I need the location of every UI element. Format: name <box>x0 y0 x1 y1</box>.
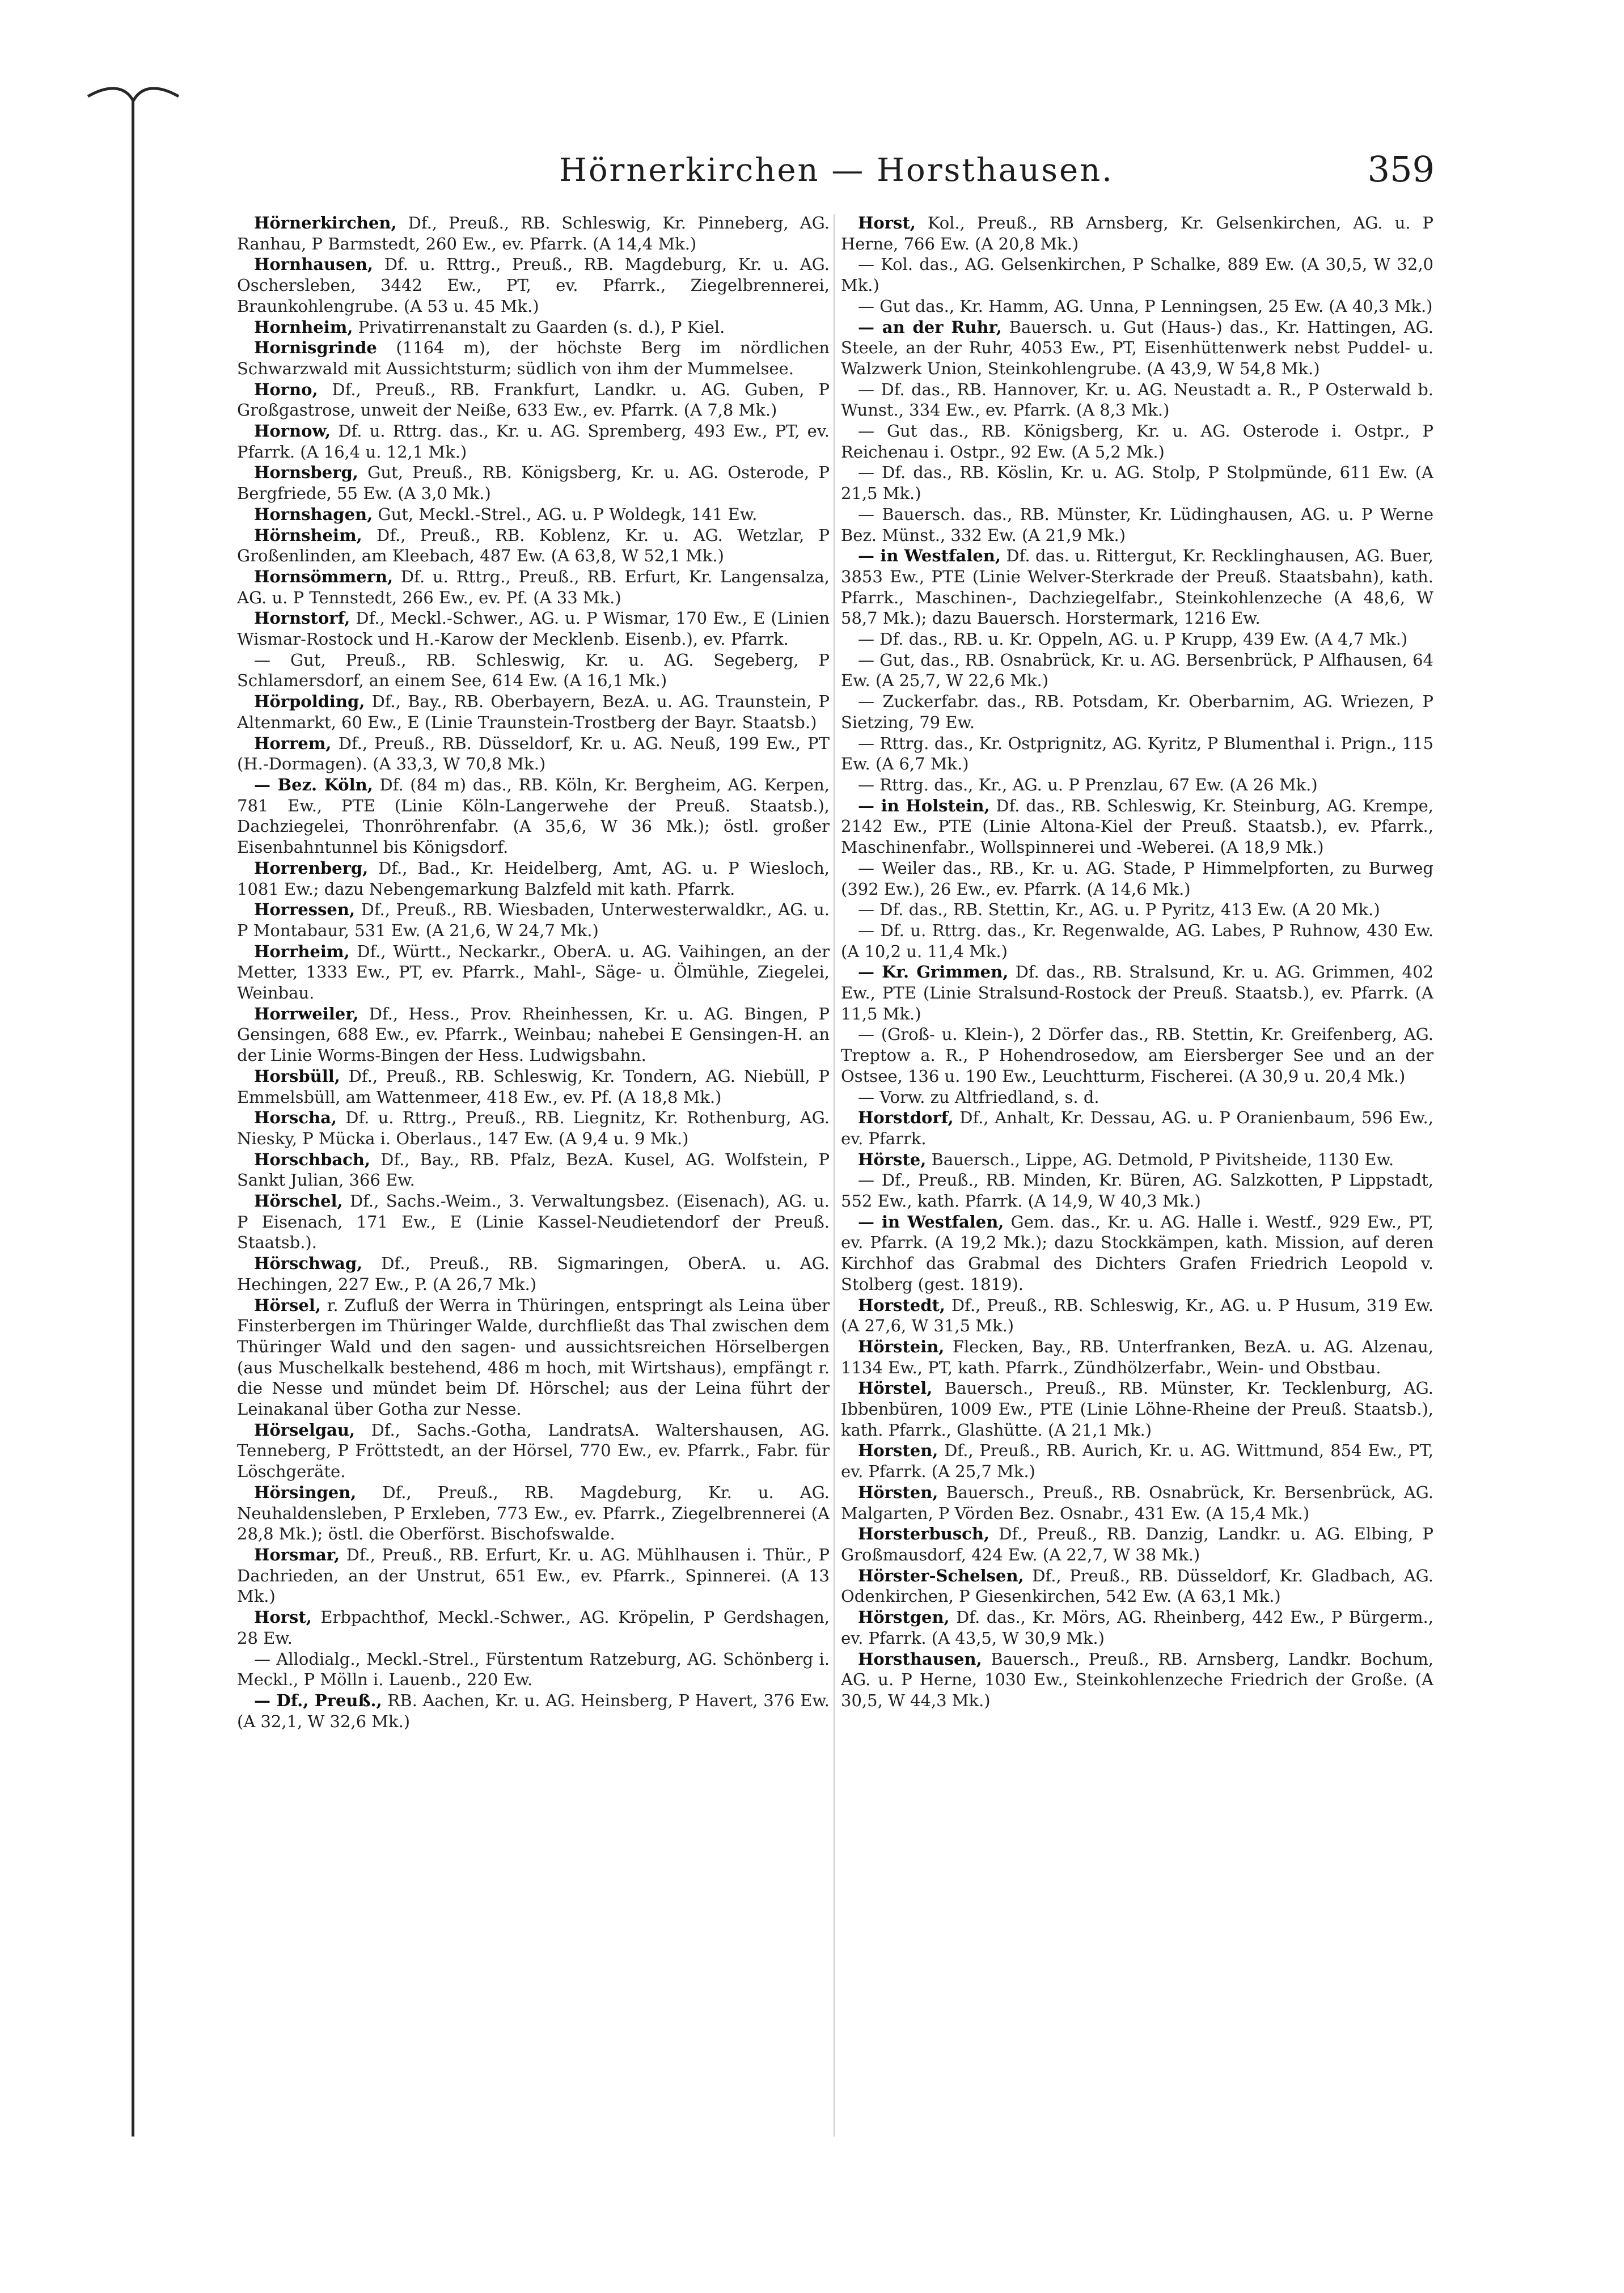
entry-headword: — an der Ruhr, <box>858 317 1002 337</box>
gazetteer-entry <box>237 1191 830 1253</box>
entry-text: — Rttrg. das., Kr., AG. u. P Prenzlau, 67 Ew. (A 26 Mk.) <box>858 775 1318 794</box>
gazetteer-entry <box>841 421 1433 462</box>
entry-headword: — Bez. Köln, <box>254 775 373 794</box>
gazetteer-entry <box>841 1482 1433 1524</box>
entry-text: Bauersch. u. Gut (Haus-) das., Kr. Hattingen, AG. Steele, an der Ruhr, 4053 Ew., PT, Eisenhüttenwerk nebst Puddel- u. Walzwerk Union, Steinkohlengrube. (A 43,9, W 54,8 Mk.) <box>841 317 1433 378</box>
gazetteer-entry <box>841 962 1433 1024</box>
gazetteer-entry <box>237 317 830 338</box>
gazetteer-entry <box>237 379 830 421</box>
gazetteer-entry <box>841 733 1433 775</box>
entry-text: Df., Meckl.-Schwer., AG. u. P Wismar, 170 Ew., E (Linien Wismar-Rostock und H.-Karow der Mecklenb. Eisenb.), ev. Pfarrk. <box>237 608 830 649</box>
entry-text: Df., Preuß., RB. Schleswig, Kr., AG. u. P Husum, 319 Ew. (A 27,6, W 31,5 Mk.) <box>841 1295 1433 1336</box>
entry-text: Erbpachthof, Meckl.-Schwer., AG. Kröpelin, P Gerdshagen, 28 Ew. <box>237 1607 830 1648</box>
entry-text: Df., Preuß., RB. Wiesbaden, Unterwesterwaldkr., AG. u. P Montabaur, 531 Ew. (A 21,6, W 24,7 Mk.) <box>237 900 830 940</box>
gazetteer-entry <box>841 775 1433 796</box>
entry-headword: Hörselgau, <box>254 1420 356 1440</box>
column-divider <box>834 214 835 2137</box>
gazetteer-entry <box>841 1170 1433 1211</box>
entry-text: Df., Sachs.-Weim., 3. Verwaltungsbez. (Eisenach), AG. u. P Eisenach, 171 Ew., E (Linie Kassel-Neudietendorf der Preuß. Staatsb.). <box>237 1191 830 1253</box>
entry-text: Df. u. Rttrg. das., Kr. u. AG. Spremberg, 493 Ew., PT, ev. Pfarrk. (A 16,4 u. 12,1 Mk.) <box>237 421 830 462</box>
entry-headword: Horstedt, <box>858 1295 945 1315</box>
entry-headword: Hornsömmern, <box>254 566 394 586</box>
gazetteer-entry <box>841 1212 1433 1295</box>
entry-text: Df. das., Kr. Mörs, AG. Rheinberg, 442 Ew., P Bürgerm., ev. Pfarrk. (A 43,5, W 30,9 Mk.) <box>841 1607 1433 1648</box>
entry-text: — Gut, das., RB. Osnabrück, Kr. u. AG. Bersenbrück, P Alfhausen, 64 Ew. (A 25,7, W 22,6 Mk.) <box>841 650 1433 691</box>
entry-headword: Hörsingen, <box>254 1482 357 1502</box>
entry-text: Df., Württ., Neckarkr., OberA. u. AG. Vaihingen, an der Metter, 1333 Ew., PT, ev. Pfarrk., Mahl-, Säge- u. Ölmühle, Ziegelei, Weinbau. <box>237 941 830 1003</box>
entry-headword: Hörschwag, <box>254 1254 363 1274</box>
entry-headword: Horsten, <box>858 1441 938 1461</box>
running-head: Hörnerkirchen — Horsthausen. <box>559 152 1114 189</box>
entry-text: Df., Bay., RB. Pfalz, BezA. Kusel, AG. Wolfstein, P Sankt Julian, 366 Ew. <box>237 1149 830 1190</box>
gazetteer-entry <box>237 1004 830 1066</box>
entry-text: Privatirrenanstalt zu Gaarden (s. d.), P Kiel. <box>353 317 725 337</box>
entry-headword: Hörster-Schelsen, <box>858 1566 1024 1585</box>
entry-text: Df., Preuß., RB. Frankfurt, Landkr. u. AG. Guben, P Großgastrose, unweit der Neiße, 633 Ew., ev. Pfarrk. (A 7,8 Mk.) <box>237 379 830 420</box>
gazetteer-entry <box>237 1545 830 1607</box>
gazetteer-entry <box>237 608 830 649</box>
right-column <box>841 213 1433 2140</box>
entry-text: Df. u. Rttrg., Preuß., RB. Erfurt, Kr. Langensalza, AG. u. P Tennstedt, 266 Ew., ev. Pf. (A 33 Mk.) <box>237 566 830 607</box>
entry-text: Gut, Preuß., RB. Königsberg, Kr. u. AG. Osterode, P Bergfriede, 55 Ew. (A 3,0 Mk.) <box>237 463 830 504</box>
gazetteer-entry <box>841 1440 1433 1482</box>
entry-text: Df., Preuß., RB. Koblenz, Kr. u. AG. Wetzlar, P Großenlinden, am Kleebach, 487 Ew. (A 63,8, W 52,1 Mk.) <box>237 525 830 566</box>
entry-text: — Weiler das., RB., Kr. u. AG. Stade, P Himmelpforten, zu Burweg (392 Ew.), 26 Ew., ev. Pfarrk. (A 14,6 Mk.) <box>841 858 1433 899</box>
gazetteer-entry <box>237 775 830 858</box>
gazetteer-entry <box>841 1087 1433 1108</box>
entry-headword: — in Holstein, <box>858 796 990 815</box>
gazetteer-entry <box>841 254 1433 295</box>
entry-text: Df., Hess., Prov. Rheinhessen, Kr. u. AG. Bingen, P Gensingen, 688 Ew., ev. Pfarrk., Weinbau; nahebei E Gensingen-H. an der Linie Worms-Bingen der Hess. Ludwigsbahn. <box>237 1004 830 1065</box>
entry-text: — (Groß- u. Klein-), 2 Dörfer das., RB. Stettin, Kr. Greifenberg, AG. Treptow a. R., P Hohendrosedow, am Eiersberger See und an der Ostsee, 136 u. 190 Ew., Leuchtturm, Fischerei. (A 30,9 u. 20,4 Mk.) <box>841 1025 1433 1086</box>
entry-text: — Df. das., RB. u. Kr. Oppeln, AG. u. P Krupp, 439 Ew. (A 4,7 Mk.) <box>858 629 1408 649</box>
gazetteer-entry <box>841 1024 1433 1086</box>
entry-headword: Hörpolding, <box>254 692 365 712</box>
entry-headword: — in Westfalen, <box>858 546 1001 566</box>
entry-headword: Hornhausen, <box>254 255 374 274</box>
gazetteer-entry <box>237 254 830 316</box>
entry-headword: Hörstel, <box>858 1378 933 1398</box>
gazetteer-entry <box>237 525 830 566</box>
entry-headword: — Df., Preuß., <box>254 1690 382 1710</box>
gazetteer-entry <box>841 629 1433 650</box>
entry-text: Df. das. u. Rittergut, Kr. Recklinghausen, AG. Buer, 3853 Ew., PTE (Linie Welver-Sterkrade der Preuß. Staatsbahn), kath. Pfarrk., Maschinen-, Dachziegelfabr., Steinkohlenzeche (A 48,6, W 58,7 Mk.); dazu Bauersch. Horstermark, 1216 Ew. <box>841 546 1433 628</box>
entry-headword: Hörsten, <box>858 1482 938 1502</box>
entry-headword: Horrem, <box>254 733 332 753</box>
gazetteer-entry <box>841 1295 1433 1336</box>
gazetteer-entry <box>237 337 830 379</box>
entry-text: Df., Preuß., RB. Düsseldorf, Kr. u. AG. Neuß, 199 Ew., PT (H.-Dormagen). (A 33,3, W 70,8 Mk.) <box>237 733 830 774</box>
entry-headword: Horschbach, <box>254 1149 370 1169</box>
entry-text: Df. (84 m) das., RB. Köln, Kr. Bergheim, AG. Kerpen, 781 Ew., PTE (Linie Köln-Langerwehe der Preuß. Staatsb.), Dachziegelei, Thonröhrenfabr. (A 35,6, W 36 Mk.); östl. großer Eisenbahntunnel bis Königsdorf. <box>237 775 830 857</box>
entry-headword: Hornisgrinde <box>254 338 377 358</box>
entry-headword: Hornsberg, <box>254 463 358 483</box>
gazetteer-entry <box>841 296 1433 317</box>
gazetteer-entry <box>237 1649 830 1690</box>
gazetteer-entry <box>237 462 830 504</box>
gazetteer-entry <box>841 1149 1433 1170</box>
entry-headword: Hörsel, <box>254 1295 321 1315</box>
entry-text: — Df. das., RB. Hannover, Kr. u. AG. Neustadt a. R., P Osterwald b. Wunst., 334 Ew., ev. Pfarrk. (A 8,3 Mk.) <box>841 379 1433 420</box>
entry-text: Df. das., RB. Stralsund, Kr. u. AG. Grimmen, 402 Ew., PTE (Linie Stralsund-Rostock der Preuß. Staatsb.), ev. Pfarrk. (A 11,5 Mk.) <box>841 962 1433 1023</box>
entry-text: Df., Preuß., RB. Schleswig, Kr. Tondern, AG. Niebüll, P Emmelsbüll, am Wattenmeer, 418 Ew., ev. Pf. (A 18,8 Mk.) <box>237 1066 830 1107</box>
gazetteer-entry <box>237 566 830 608</box>
entry-headword: Horno, <box>254 379 318 399</box>
entry-headword: — Kr. Grimmen, <box>858 962 1009 982</box>
entry-headword: Hörnerkirchen, <box>254 213 397 232</box>
entry-headword: — in Westfalen, <box>858 1212 1004 1232</box>
entry-text: Df., Anhalt, Kr. Dessau, AG. u. P Oranienbaum, 596 Ew., ev. Pfarrk. <box>841 1108 1433 1148</box>
entry-headword: Hörstein, <box>858 1336 945 1356</box>
gazetteer-entry <box>841 1566 1433 1607</box>
entry-text: — Df. das., RB. Köslin, Kr. u. AG. Stolp, P Stolpmünde, 611 Ew. (A 21,5 Mk.) <box>841 463 1433 504</box>
gazetteer-entry <box>841 1107 1433 1149</box>
entry-headword: Horsterbusch, <box>858 1524 989 1544</box>
entry-text: — Bauersch. das., RB. Münster, Kr. Lüdinghausen, AG. u. P Werne Bez. Münst., 332 Ew. (A 21,9 Mk.) <box>841 504 1433 545</box>
entry-text: Df., Preuß., RB. Danzig, Landkr. u. AG. Elbing, P Großmausdorf, 424 Ew. (A 22,7, W 38 Mk.) <box>841 1524 1433 1564</box>
gazetteer-entry <box>237 1253 830 1294</box>
gazetteer-entry <box>237 1149 830 1191</box>
entry-headword: Horst, <box>254 1607 312 1627</box>
gazetteer-entry <box>237 1690 830 1732</box>
gazetteer-entry <box>841 1336 1433 1378</box>
entry-text: Gut, Meckl.-Strel., AG. u. P Woldegk, 141 Ew. <box>373 504 758 524</box>
entry-headword: Horscha, <box>254 1108 337 1128</box>
entry-text: Df. u. Rttrg., Preuß., RB. Liegnitz, Kr. Rothenburg, AG. Niesky, P Mücka i. Oberlaus., 147 Ew. (A 9,4 u. 9 Mk.) <box>237 1108 830 1148</box>
gazetteer-entry <box>237 421 830 462</box>
gazetteer-entry <box>237 1482 830 1545</box>
gazetteer-entry <box>841 213 1433 254</box>
entry-headword: Hornstorf, <box>254 608 350 628</box>
entry-text: Bauersch., Lippe, AG. Detmold, P Pivitsheide, 1130 Ew. <box>926 1149 1394 1169</box>
entry-text: Df., Preuß., RB. Schleswig, Kr. Pinneberg, AG. Ranhau, P Barmstedt, 260 Ew., ev. Pfarrk. (A 14,4 Mk.) <box>237 213 830 253</box>
gazetteer-entry <box>237 650 830 691</box>
entry-text: — Kol. das., AG. Gelsenkirchen, P Schalke, 889 Ew. (A 30,5, W 32,0 Mk.) <box>841 255 1433 295</box>
entry-text: Df., Bay., RB. Oberbayern, BezA. u. AG. Traunstein, P Altenmarkt, 60 Ew., E (Linie Traunstein-Trostberg der Bayr. Staatsb.) <box>237 692 830 732</box>
gazetteer-entry <box>237 691 830 733</box>
entry-headword: Hörnsheim, <box>254 525 362 545</box>
page-header <box>238 149 1435 204</box>
gazetteer-entry <box>841 504 1433 545</box>
entry-text: Bauersch., Preuß., RB. Osnabrück, Kr. Bersenbrück, AG. Malgarten, P Vörden Bez. Osnabr., 431 Ew. (A 15,4 Mk.) <box>841 1482 1433 1523</box>
gazetteer-entry <box>841 1378 1433 1440</box>
entry-headword: Hornow, <box>254 421 331 441</box>
gazetteer-entry <box>237 1295 830 1420</box>
entry-text: Df., Sachs.-Gotha, LandratsA. Waltershausen, AG. Tenneberg, P Fröttstedt, an der Hörsel, 770 Ew., ev. Pfarrk., Fabr. für Löschgeräte. <box>237 1420 830 1482</box>
left-column <box>237 213 830 2140</box>
gazetteer-entry <box>841 691 1433 733</box>
gazetteer-entry <box>841 796 1433 858</box>
entry-headword: Horsthausen, <box>858 1649 982 1669</box>
entry-headword: Horrweiler, <box>254 1004 359 1023</box>
gazetteer-entry <box>841 858 1433 899</box>
entry-text: — Df. das., RB. Stettin, Kr., AG. u. P Pyritz, 413 Ew. (A 20 Mk.) <box>858 900 1380 920</box>
entry-text: — Df. u. Rttrg. das., Kr. Regenwalde, AG. Labes, P Ruhnow, 430 Ew. (A 10,2 u. 11,4 Mk.) <box>841 920 1433 961</box>
gazetteer-entry <box>841 1524 1433 1565</box>
gazetteer-entry <box>237 213 830 254</box>
gazetteer-entry <box>237 941 830 1004</box>
entry-text: — Gut das., Kr. Hamm, AG. Unna, P Lenningsen, 25 Ew. (A 40,3 Mk.) <box>858 296 1433 316</box>
page-number: 359 <box>1367 149 1435 190</box>
entry-headword: Hörstgen, <box>858 1607 950 1627</box>
entry-text: Df., Preuß., RB. Magdeburg, Kr. u. AG. Neuhaldensleben, P Erxleben, 773 Ew., ev. Pfarrk., Ziegelbrennerei (A 28,8 Mk.); östl. die Oberförst. Bischofswalde. <box>237 1482 830 1544</box>
entry-text: Df., Preuß., RB. Aurich, Kr. u. AG. Wittmund, 854 Ew., PT, ev. Pfarrk. (A 25,7 Mk.) <box>841 1441 1433 1482</box>
entry-text: — Zuckerfabr. das., RB. Potsdam, Kr. Oberbarnim, AG. Wriezen, P Sietzing, 79 Ew. <box>841 692 1433 732</box>
gazetteer-entry <box>841 920 1433 962</box>
entry-headword: Horsmar, <box>254 1545 340 1564</box>
gazetteer-entry <box>841 899 1433 920</box>
gazetteer-entry <box>841 379 1433 421</box>
gazetteer-entry <box>237 733 830 775</box>
entry-text: RB. Aachen, Kr. u. AG. Heinsberg, P Havert, 376 Ew. (A 32,1, W 32,6 Mk.) <box>237 1690 830 1731</box>
entry-text: — Rttrg. das., Kr. Ostprignitz, AG. Kyritz, P Blumenthal i. Prign., 115 Ew. (A 6,7 Mk.) <box>841 733 1433 774</box>
entry-text: — Gut, Preuß., RB. Schleswig, Kr. u. AG. Segeberg, P Schlamersdorf, an einem See, 614 Ew. (A 16,1 Mk.) <box>237 650 830 691</box>
gazetteer-entry <box>841 317 1433 379</box>
entry-headword: Horstdorf, <box>858 1108 954 1128</box>
entry-text: (1164 m), der höchste Berg im nördlichen Schwarzwald mit Aussichtsturm; südlich von ihm der Mummelsee. <box>237 338 830 378</box>
entry-text: — Allodialg., Meckl.-Strel., Fürstentum Ratzeburg, AG. Schönberg i. Meckl., P Mölln i. Lauenb., 220 Ew. <box>237 1649 830 1690</box>
entry-text: — Gut das., RB. Königsberg, Kr. u. AG. Osterode i. Ostpr., P Reichenau i. Ostpr., 92 Ew. (A 5,2 Mk.) <box>841 421 1433 462</box>
gazetteer-entry <box>841 1607 1433 1648</box>
entry-text: Kol., Preuß., RB Arnsberg, Kr. Gelsenkirchen, AG. u. P Herne, 766 Ew. (A 20,8 Mk.) <box>841 213 1433 253</box>
entry-headword: Horrenberg, <box>254 858 369 878</box>
entry-headword: Hörste, <box>858 1149 927 1169</box>
entry-headword: Horst, <box>858 213 916 232</box>
entry-headword: Horsbüll, <box>254 1066 340 1086</box>
entry-text: — Vorw. zu Altfriedland, s. d. <box>858 1087 1099 1107</box>
gazetteer-entry <box>237 899 830 941</box>
entry-text: Df., Bad., Kr. Heidelberg, Amt, AG. u. P Wiesloch, 1081 Ew.; dazu Nebengemarkung Balzfeld mit kath. Pfarrk. <box>237 858 830 899</box>
entry-text: Bauersch., Preuß., RB. Münster, Kr. Tecklenburg, AG. Ibbenbüren, 1009 Ew., PTE (Linie Löhne-Rheine der Preuß. Staatsb.), kath. Pfarrk., Glashütte. (A 21,1 Mk.) <box>841 1378 1433 1440</box>
gazetteer-entry <box>841 650 1433 691</box>
margin-rule <box>132 101 134 2137</box>
entry-text: r. Zufluß der Werra in Thüringen, entspringt als Leina über Finsterbergen im Thüringer Walde, durchfließt das Thal zwischen dem Thüringer Wald und den sagen- und aussichtsreichen Hörselbergen (aus Muschelkalk bestehend, 486 m hoch, mit Wirtshaus), empfängt r. die Nesse und mündet beim Df. Hörschel; aus der Leina führt der Leinakanal über Gotha zur Nesse. <box>237 1295 830 1419</box>
entry-text: Df. das., RB. Schleswig, Kr. Steinburg, AG. Krempe, 2142 Ew., PTE (Linie Altona-Kiel der Preuß. Staatsb.), ev. Pfarrk., Maschinenfabr., Wollspinnerei und -Weberei. (A 18,9 Mk.) <box>841 796 1433 857</box>
entry-text: Flecken, Bay., RB. Unterfranken, BezA. u. AG. Alzenau, 1134 Ew., PT, kath. Pfarrk., Zündhölzerfabr., Wein- und Obstbau. <box>841 1336 1433 1377</box>
entry-headword: Hornshagen, <box>254 504 373 524</box>
gazetteer-entry <box>841 462 1433 504</box>
gazetteer-entry <box>841 1649 1433 1711</box>
entry-text: Df., Preuß., RB. Düsseldorf, Kr. Gladbach, AG. Odenkirchen, P Giesenkirchen, 542 Ew. (A 63,1 Mk.) <box>841 1566 1433 1606</box>
gazetteer-entry <box>237 1066 830 1107</box>
entry-text: — Df., Preuß., RB. Minden, Kr. Büren, AG. Salzkotten, P Lippstadt, 552 Ew., kath. Pfarrk. (A 14,9, W 40,3 Mk.) <box>841 1170 1433 1211</box>
entry-headword: Horressen, <box>254 900 356 920</box>
entry-headword: Horrheim, <box>254 941 350 961</box>
gazetteer-entry <box>841 545 1433 629</box>
entry-headword: Hornheim, <box>254 317 353 337</box>
entry-text: Df. u. Rttrg., Preuß., RB. Magdeburg, Kr. u. AG. Oschersleben, 3442 Ew., PT, ev. Pfarrk., Ziegelbrennerei, Braunkohlengrube. (A 53 u. 45 Mk.) <box>237 255 830 316</box>
gazetteer-entry <box>237 1107 830 1149</box>
entry-text: Gem. das., Kr. u. AG. Halle i. Westf., 929 Ew., PT, ev. Pfarrk. (A 19,2 Mk.); dazu Stockkämpen, kath. Mission, auf deren Kirchhof das Grabmal des Dichters Grafen Friedrich Leopold v. Stolberg (gest. 1819). <box>841 1212 1433 1294</box>
entry-text: Df., Preuß., RB. Sigmaringen, OberA. u. AG. Hechingen, 227 Ew., P. (A 26,7 Mk.) <box>237 1254 830 1294</box>
gazetteer-entry <box>237 858 830 899</box>
gazetteer-entry <box>237 1420 830 1482</box>
entry-headword: Hörschel, <box>254 1191 343 1211</box>
entry-text: Bauersch., Preuß., RB. Arnsberg, Landkr. Bochum, AG. u. P Herne, 1030 Ew., Steinkohlenzeche Friedrich der Große. (A 30,5, W 44,3 Mk.) <box>841 1649 1433 1710</box>
gazetteer-entry <box>237 1607 830 1648</box>
entry-text: Df., Preuß., RB. Erfurt, Kr. u. AG. Mühlhausen i. Thür., P Dachrieden, an der Unstrut, 651 Ew., ev. Pfarrk., Spinnerei. (A 13 Mk.) <box>237 1545 830 1606</box>
gazetteer-entry <box>237 504 830 525</box>
